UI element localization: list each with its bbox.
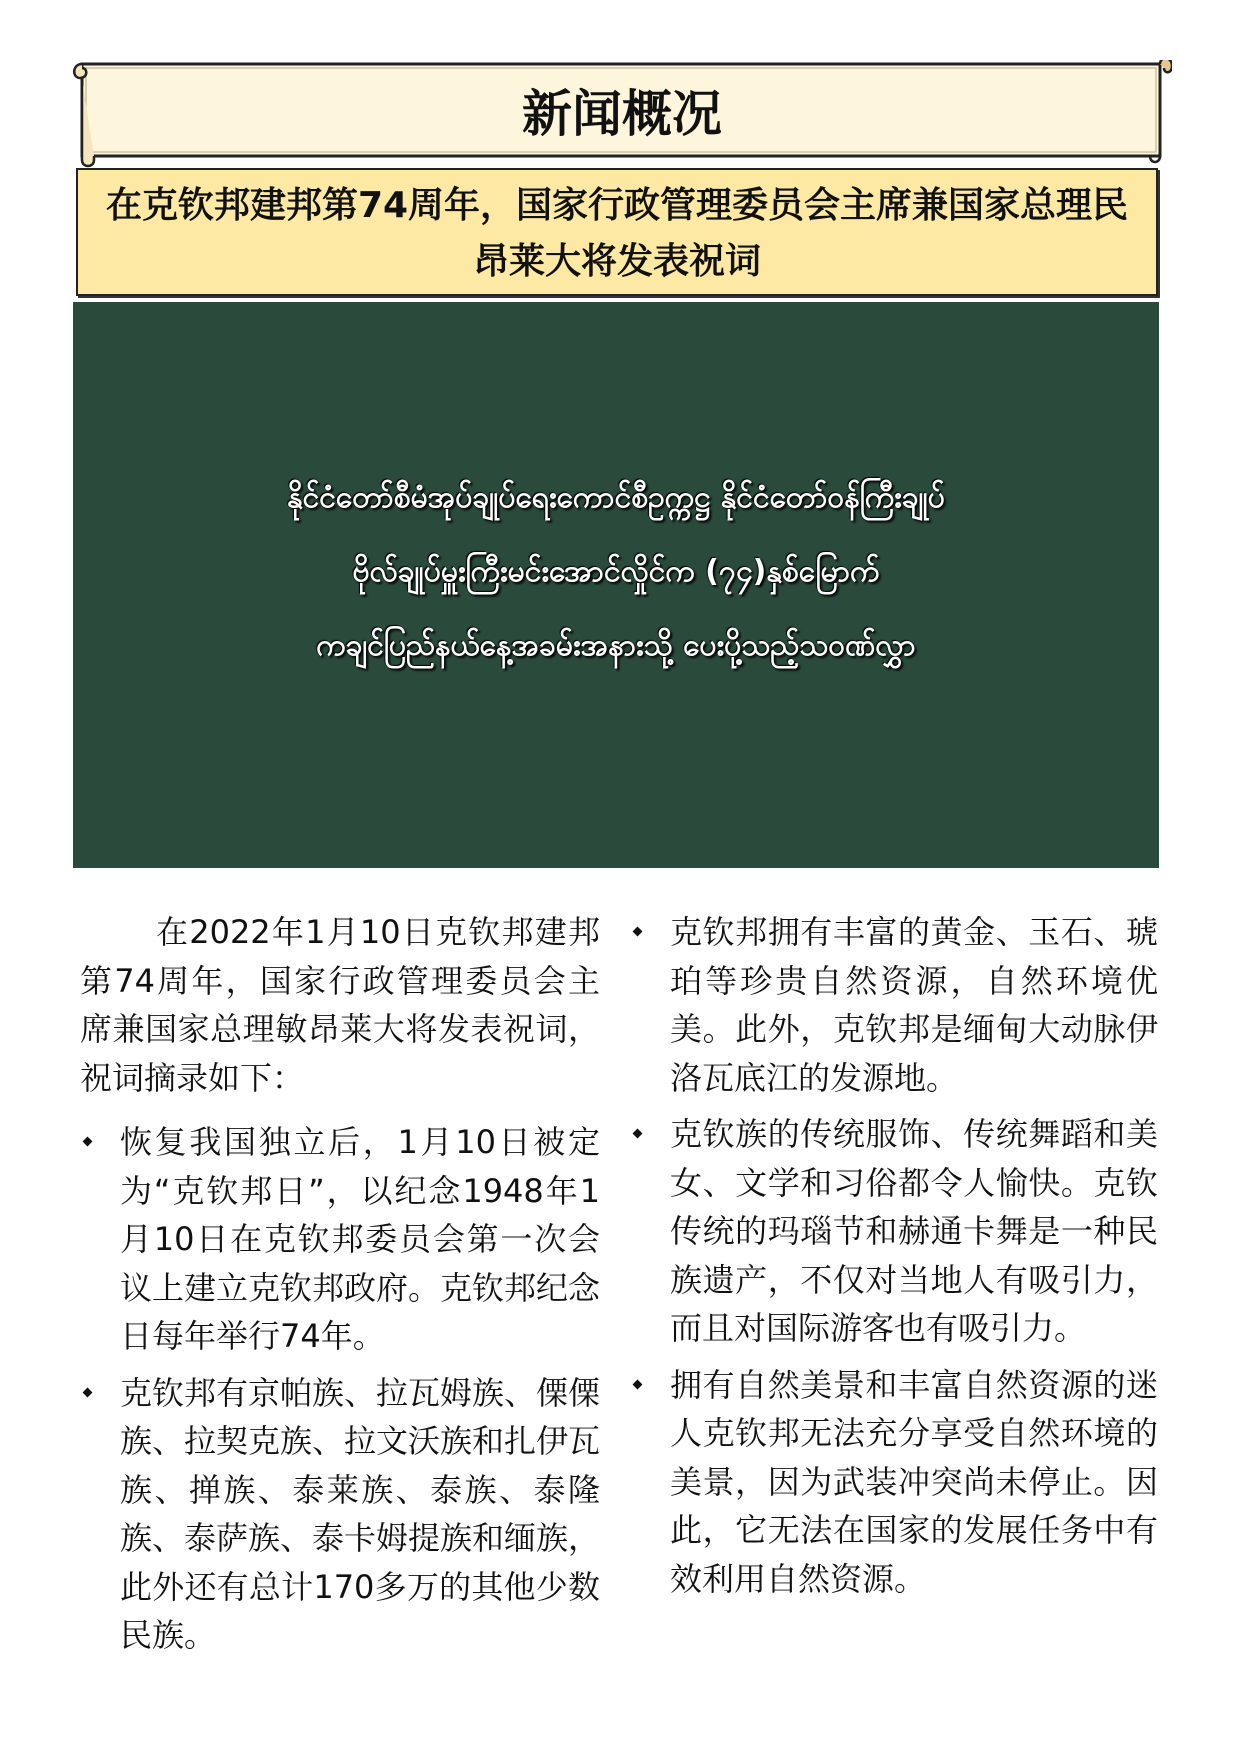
list-item <box>80 1369 600 1660</box>
list-item-text: 拥有自然美景和丰富自然资源的迷人克钦邦无法充分享受自然环境的美景，因为武装冲突尚未停止。因此，它无法在国家的发展任务中有效利用自然资源。 <box>670 1365 1158 1598</box>
list-item <box>630 1110 1158 1353</box>
diamond-bullet-icon <box>82 1136 93 1147</box>
list-item <box>630 908 1158 1102</box>
headline-line-1: 在克钦邦建邦第74周年，国家行政管理委员会主席兼国家总理民 <box>105 185 1129 226</box>
diamond-bullet-icon <box>82 1387 93 1398</box>
headline-box <box>76 168 1158 296</box>
list-item-text: 克钦邦拥有丰富的黄金、玉石、琥珀等珍贵自然资源，自然环境优美。此外，克钦邦是缅甸大动脉伊洛瓦底江的发源地。 <box>670 913 1158 1097</box>
left-column <box>80 908 600 1668</box>
title-banner <box>72 60 1172 170</box>
list-item <box>80 1118 600 1361</box>
panel-line-1: နိုင်ငံတော်စီမံအုပ်ချုပ်ရေးကောင်စီဥက္ကဋ္ဌ နိုင်ငံတော်ဝန်ကြီးချုပ် <box>287 480 945 515</box>
list-item-text: 克钦邦有京帕族、拉瓦姆族、傈傈族、拉契克族、拉文沃族和扎伊瓦族、掸族、泰莱族、泰族、泰隆族、泰萨族、泰卡姆提族和缅族，此外还有总计170多万的其他少数民族。 <box>120 1373 601 1654</box>
panel-line-2: ဗိုလ်ချုပ်မှူးကြီးမင်းအောင်လှိုင်က (၇၄)နှစ်မြောက် <box>352 554 880 589</box>
headline-line-2: 昂莱大将发表祝词 <box>472 241 761 282</box>
diamond-bullet-icon <box>632 1379 643 1390</box>
panel-line-3: ကချင်ပြည်နယ်နေ့အခမ်းအနားသို့ ပေးပို့သည့်သဝဏ်လွှာ <box>316 628 916 663</box>
list-item-text: 克钦族的传统服饰、传统舞蹈和美女、文学和习俗都令人愉快。克钦传统的玛瑙节和赫通卡舞是一种民族遗产，不仅对当地人有吸引力，而且对国际游客也有吸引力。 <box>670 1115 1158 1347</box>
list-item-text: 恢复我国独立后，1月10日被定为“克钦邦日”，以纪念1948年1月10日在克钦邦委员会第一次会议上建立克钦邦政府。克钦邦纪念日每年举行74年。 <box>120 1123 601 1355</box>
diamond-bullet-icon <box>632 1128 643 1139</box>
list-item <box>630 1361 1158 1604</box>
myanmar-title-panel <box>73 302 1159 868</box>
intro-paragraph: 在2022年1月10日克钦邦建邦第74周年，国家行政管理委员会主席兼国家总理敏昂莱大将发表祝词，祝词摘录如下： <box>80 913 600 1097</box>
diamond-bullet-icon <box>632 926 643 937</box>
right-column <box>630 908 1158 1611</box>
banner-title: 新闻概况 <box>522 84 722 143</box>
